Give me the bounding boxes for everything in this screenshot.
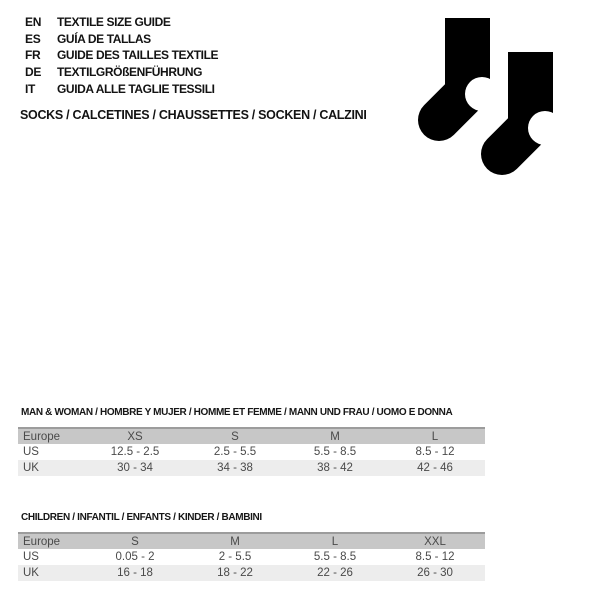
table-row xyxy=(18,565,485,581)
row-label: US xyxy=(23,551,39,563)
language-list xyxy=(25,14,218,98)
sock-back xyxy=(418,18,499,141)
size-cell: 5.5 - 8.5 xyxy=(313,446,357,458)
language-row xyxy=(25,14,218,31)
column-header: Europe xyxy=(18,533,85,549)
column-header: M xyxy=(185,533,285,549)
column-header: XXL xyxy=(385,533,485,549)
language-code: EN xyxy=(25,15,42,29)
column-header: XS xyxy=(85,428,185,444)
size-table-adults xyxy=(18,427,485,476)
language-row xyxy=(25,31,218,48)
size-cell: 5.5 - 8.5 xyxy=(313,551,357,563)
size-cell: 2.5 - 5.5 xyxy=(213,446,257,458)
socks-icon xyxy=(405,10,575,185)
size-cell: 30 - 34 xyxy=(117,462,153,474)
language-code: DE xyxy=(25,65,42,80)
language-code: ES xyxy=(25,31,41,46)
size-cell: 26 - 30 xyxy=(417,567,453,579)
row-label: UK xyxy=(23,567,39,579)
column-header: S xyxy=(185,428,285,444)
row-label: US xyxy=(23,446,39,458)
size-cell: 38 - 42 xyxy=(317,462,353,474)
column-header: L xyxy=(285,533,385,549)
size-table-children xyxy=(18,532,485,581)
language-code: IT xyxy=(25,81,36,96)
size-cell: 2 - 5.5 xyxy=(218,551,252,563)
language-label: TEXTILGRÖßENFÜHRUNG xyxy=(57,65,203,80)
language-label: GUIDA ALLE TAGLIE TESSILI xyxy=(57,81,215,96)
row-label: UK xyxy=(23,462,39,474)
category-heading: SOCKS / CALCETINES / CHAUSSETTES / SOCKEN / CALZINI xyxy=(20,108,367,122)
size-cell: 8.5 - 12 xyxy=(415,551,455,563)
language-label: GUÍA DE TALLAS xyxy=(57,31,151,46)
size-cell: 22 - 26 xyxy=(317,567,353,579)
table-header-row xyxy=(18,428,485,444)
sock-front xyxy=(481,52,562,175)
table-title-children: CHILDREN / INFANTIL / ENFANTS / KINDER / BAMBINI xyxy=(21,512,262,523)
table-title-adults: MAN & WOMAN / HOMBRE Y MUJER / HOMME ET FEMME / MANN UND FRAU / UOMO E DONNA xyxy=(21,407,453,418)
size-cell: 0.05 - 2 xyxy=(115,551,155,563)
column-header: Europe xyxy=(18,428,85,444)
table-row xyxy=(18,549,485,565)
size-cell: 16 - 18 xyxy=(117,567,153,579)
language-label: GUIDE DES TAILLES TEXTILE xyxy=(57,48,219,63)
table-header-row xyxy=(18,533,485,549)
size-cell: 34 - 38 xyxy=(217,462,253,474)
column-header: M xyxy=(285,428,385,444)
size-cell: 18 - 22 xyxy=(217,567,253,579)
column-header: S xyxy=(85,533,185,549)
language-label: TEXTILE SIZE GUIDE xyxy=(57,15,171,29)
size-cell: 12.5 - 2.5 xyxy=(110,446,160,458)
language-code: FR xyxy=(25,48,41,63)
size-cell: 8.5 - 12 xyxy=(415,446,455,458)
size-cell: 42 - 46 xyxy=(417,462,453,474)
language-row xyxy=(25,47,218,64)
table-row xyxy=(18,460,485,476)
language-row xyxy=(25,81,218,98)
table-row xyxy=(18,444,485,460)
language-row xyxy=(25,64,218,81)
column-header: L xyxy=(385,428,485,444)
